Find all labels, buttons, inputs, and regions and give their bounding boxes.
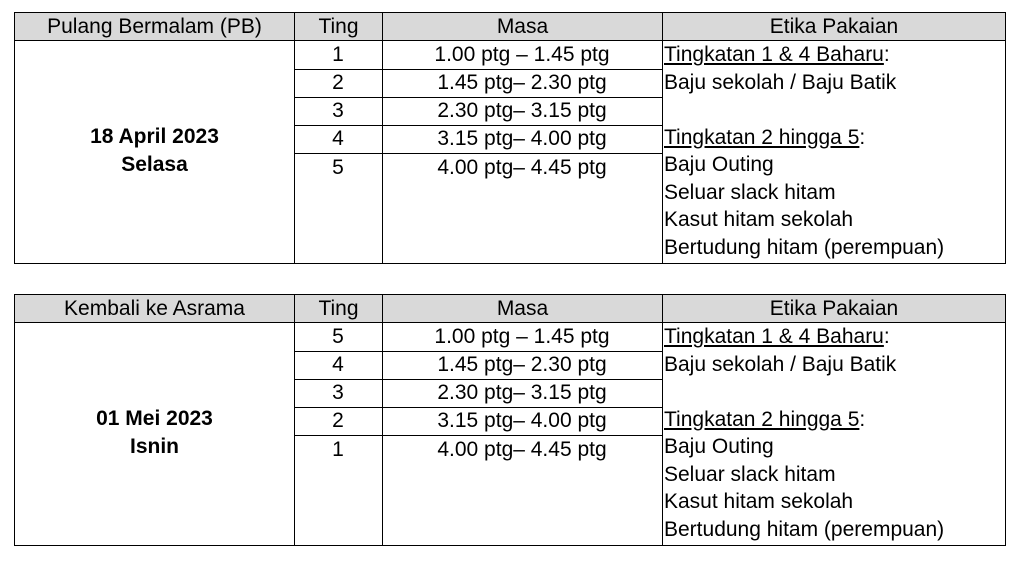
masa-cell: 1.45 ptg– 2.30 ptg: [437, 353, 607, 376]
masa-cell: 2.30 ptg– 3.15 ptg: [437, 381, 607, 404]
group1-title: Tingkatan 1 & 4 Baharu: [664, 43, 884, 66]
colon: :: [859, 407, 866, 431]
table-row: [294, 379, 662, 408]
group2-title: Tingkatan 2 hingga 5: [664, 407, 860, 431]
header-masa: Masa: [382, 13, 662, 40]
masa-cell: 4.00 ptg– 4.45 ptg: [437, 156, 607, 179]
group2-item: Baju Outing: [664, 153, 774, 176]
header-etika: Etika Pakaian: [662, 13, 1005, 40]
date-text: 01 Mei 2023: [96, 407, 213, 430]
group2-item: Baju Outing: [664, 435, 774, 458]
ting-cell: 4: [332, 353, 344, 376]
masa-cell: 1.00 ptg – 1.45 ptg: [434, 43, 610, 66]
group2-item: Seluar slack hitam: [664, 462, 836, 486]
date-cell: [15, 123, 294, 179]
date-cell: [15, 405, 294, 461]
ting-cell: 4: [332, 127, 344, 150]
colon: :: [859, 125, 866, 149]
ting-cell: 2: [332, 71, 344, 94]
masa-cell: 2.30 ptg– 3.15 ptg: [437, 99, 607, 122]
table-header: [15, 295, 1005, 323]
masa-cell: 1.45 ptg– 2.30 ptg: [437, 71, 607, 94]
group1-item: Baju sekolah / Baju Batik: [664, 352, 897, 376]
header-masa: Masa: [382, 295, 662, 322]
etika-cell: [664, 323, 1004, 543]
colon: :: [883, 325, 890, 348]
header-ting: Ting: [294, 295, 382, 322]
day-text: Selasa: [121, 153, 188, 176]
table-row: [294, 97, 662, 126]
group2-item: Bertudung hitam (perempuan): [664, 517, 945, 541]
table-row: [294, 323, 662, 352]
masa-cell: 4.00 ptg– 4.45 ptg: [437, 438, 607, 461]
ting-cell: 1: [332, 438, 344, 461]
masa-cell: 3.15 ptg– 4.00 ptg: [437, 127, 607, 150]
table-header: [15, 13, 1005, 41]
colon: :: [883, 43, 890, 66]
group2-title: Tingkatan 2 hingga 5: [664, 125, 860, 149]
group2-item: Bertudung hitam (perempuan): [664, 235, 945, 259]
ting-cell: 5: [332, 156, 344, 179]
date-text: 18 April 2023: [90, 125, 219, 148]
schedule-table-pulang-bermalam: [14, 12, 1006, 264]
table-row: [294, 436, 662, 464]
ting-cell: 1: [332, 43, 344, 66]
group1-title: Tingkatan 1 & 4 Baharu: [664, 325, 884, 348]
header-event: Pulang Bermalam (PB): [47, 15, 262, 38]
table-row: [294, 69, 662, 98]
ting-cell: 3: [332, 99, 344, 122]
ting-cell: 3: [332, 381, 344, 404]
table-row: [294, 407, 662, 436]
ting-cell: 2: [332, 409, 344, 432]
masa-cell: 1.00 ptg – 1.45 ptg: [434, 325, 610, 348]
group2-item: Kasut hitam sekolah: [664, 208, 854, 231]
ting-cell: 5: [332, 325, 344, 348]
table-row: [294, 125, 662, 154]
header-etika: Etika Pakaian: [662, 295, 1005, 322]
column-divider: [662, 41, 663, 263]
column-divider: [662, 323, 663, 545]
table-row: [294, 41, 662, 70]
schedule-table-kembali-asrama: [14, 294, 1006, 546]
header-ting: Ting: [294, 13, 382, 40]
etika-cell: [664, 41, 1004, 261]
group1-item: Baju sekolah / Baju Batik: [664, 70, 897, 94]
day-text: Isnin: [129, 435, 179, 458]
masa-cell: 3.15 ptg– 4.00 ptg: [437, 409, 607, 432]
header-event: Kembali ke Asrama: [64, 297, 245, 320]
table-row: [294, 351, 662, 380]
table-row: [294, 154, 662, 182]
group2-item: Kasut hitam sekolah: [664, 490, 854, 513]
group2-item: Seluar slack hitam: [664, 180, 836, 204]
